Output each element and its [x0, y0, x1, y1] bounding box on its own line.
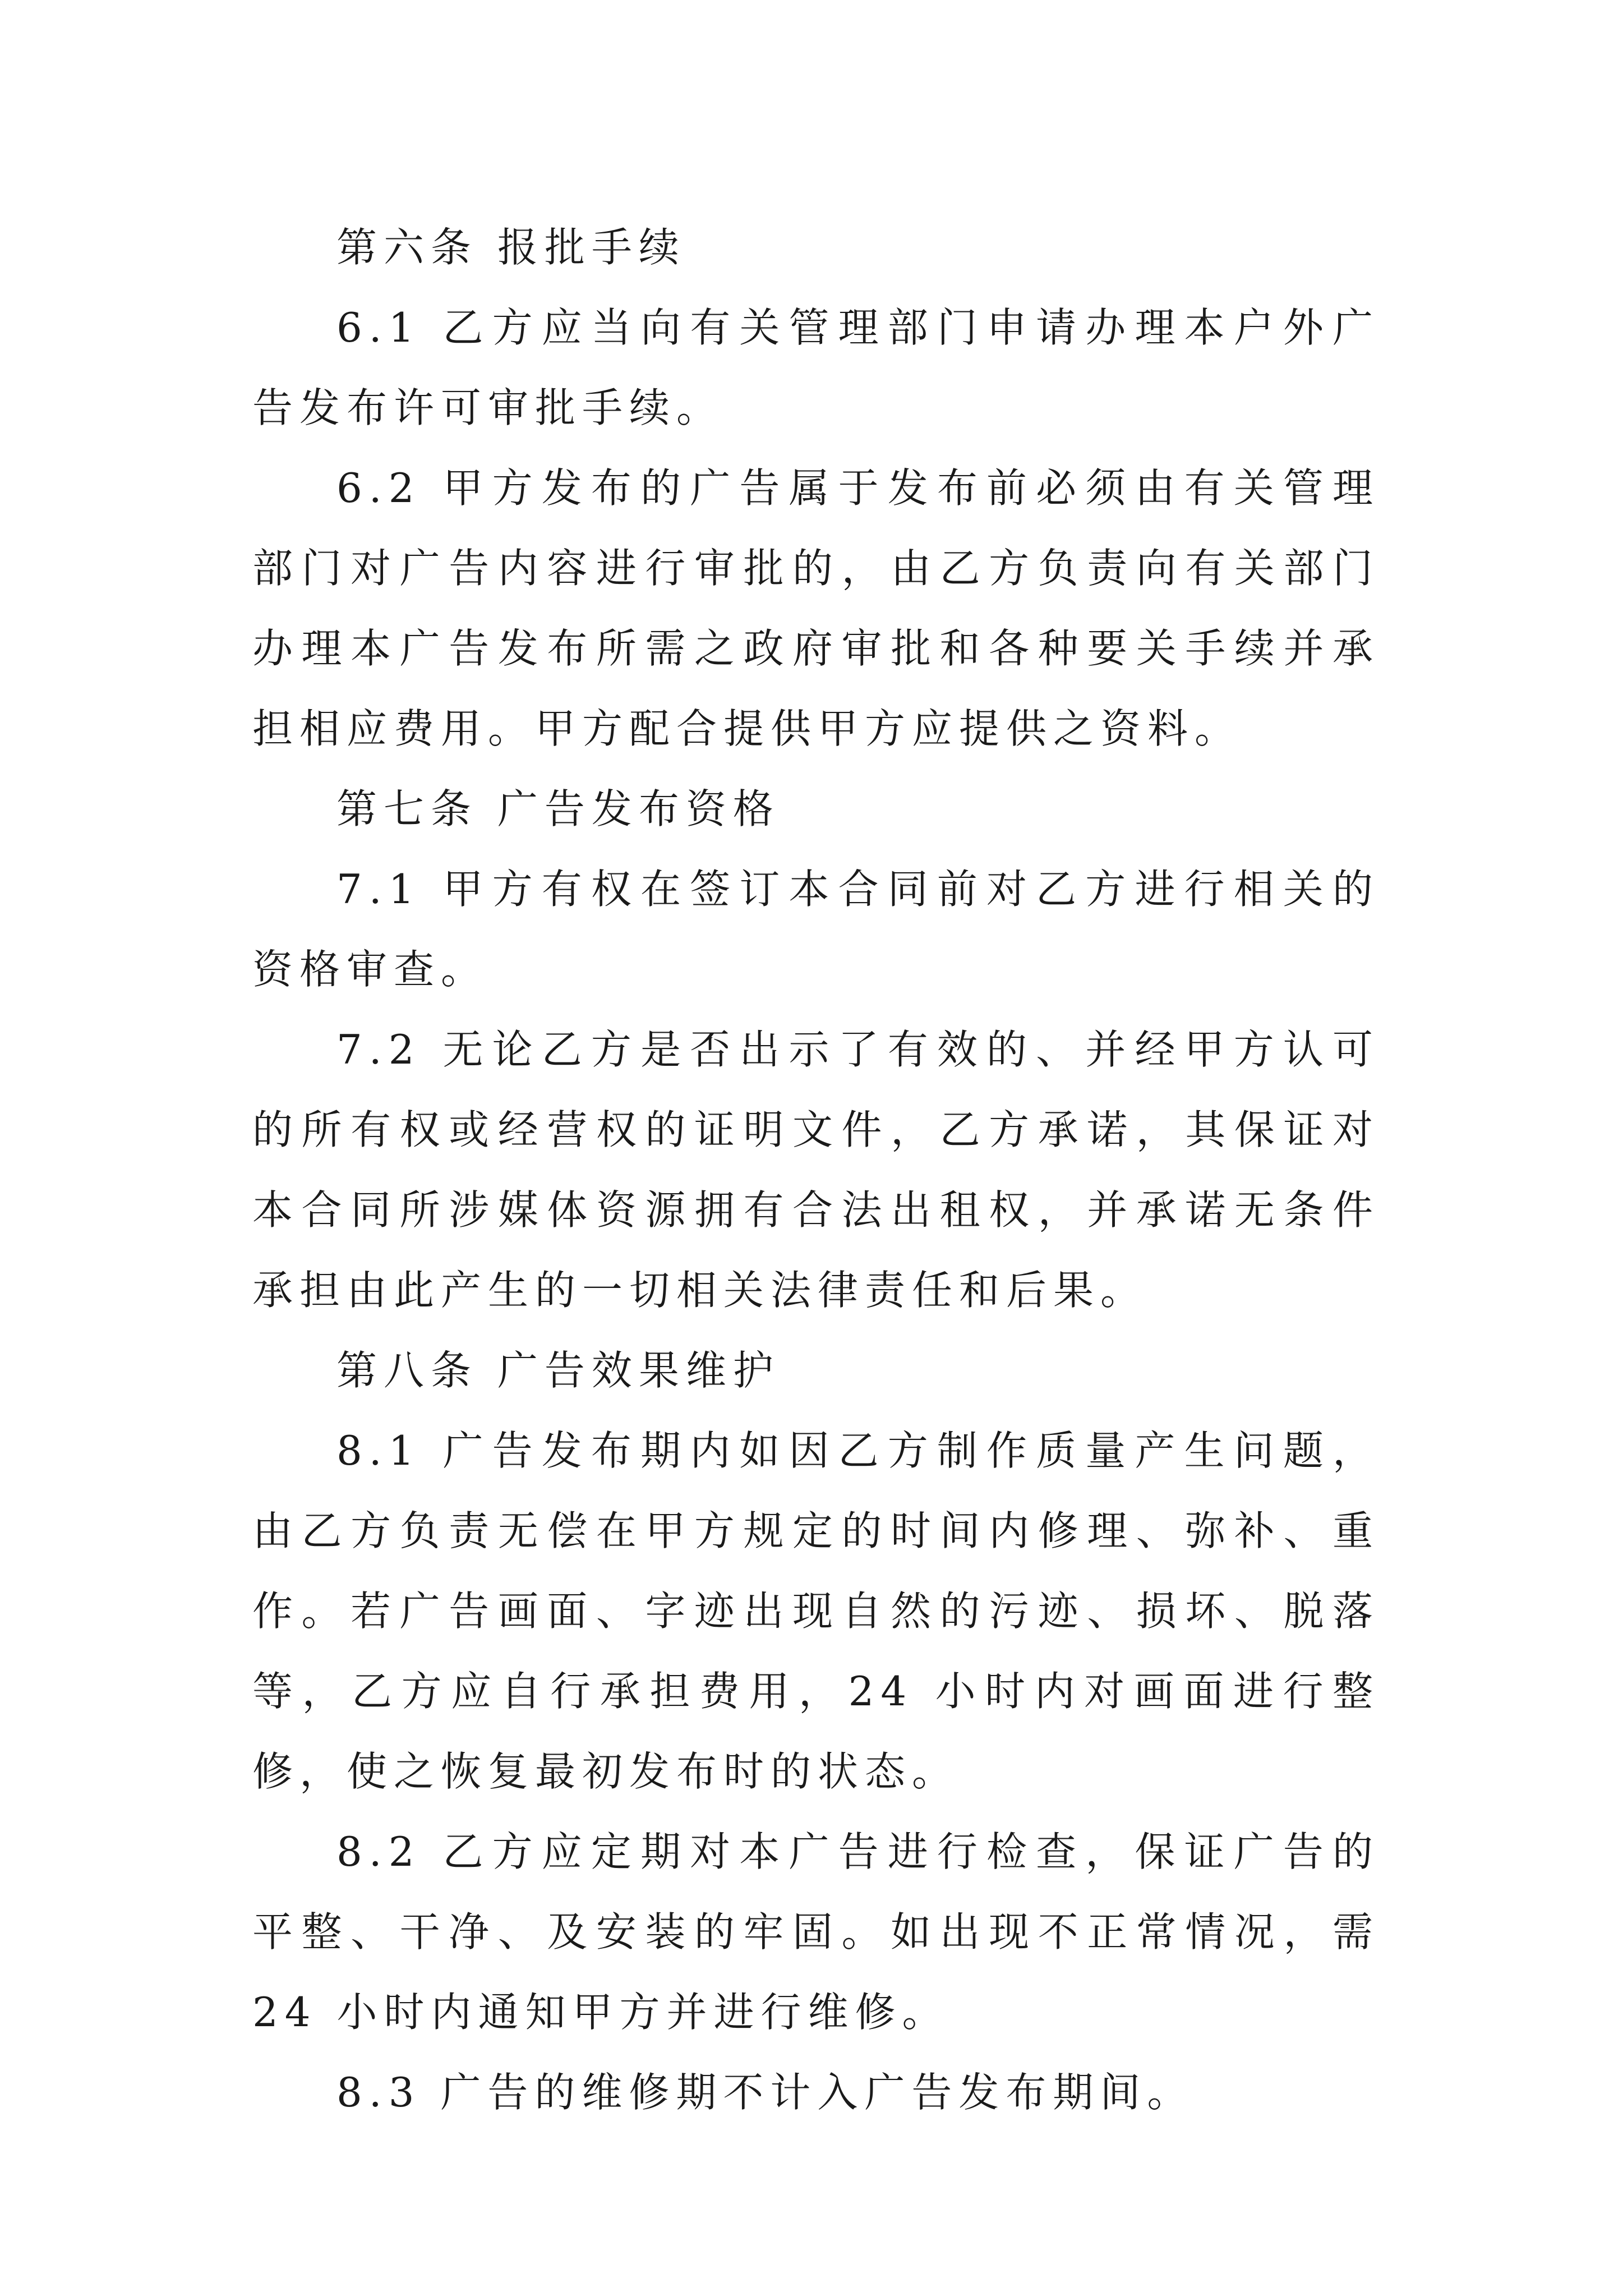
clause-8-2: 8.2 乙方应定期对本广告进行检查，保证广告的平整、干净、及安装的牢固。如出现不正常情况，需 24 小时内通知甲方并进行维修。 [252, 1828, 1380, 2036]
clause-8-3: 8.3 广告的维修期不计入广告发布期间。 [336, 2069, 1195, 2116]
clause-6-1: 6.1 乙方应当向有关管理部门申请办理本户外广告发布许可审批手续。 [252, 304, 1380, 431]
heading-article-7: 第七条 广告发布资格 [336, 785, 780, 832]
clause-8-1: 8.1 广告发布期内如因乙方制作质量产生问题，由乙方负责无偿在甲方规定的时间内修理、弥补、重作。若广告画面、字迹出现自然的污迹、损坏、脱落等，乙方应自行承担费用，24 小时内对画面进行整修，使之恢复最初发布时的状态。 [252, 1427, 1380, 1795]
heading-article-6: 第六条 报批手续 [336, 224, 686, 271]
clause-6-2: 6.2 甲方发布的广告属于发布前必须由有关管理部门对广告内容进行审批的，由乙方负责向有关部门办理本广告发布所需之政府审批和各种要关手续并承担相应费用。甲方配合提供甲方应提供之资料。 [252, 464, 1380, 752]
clause-7-2: 7.2 无论乙方是否出示了有效的、并经甲方认可的所有权或经营权的证明文件，乙方承诺，其保证对本合同所涉媒体资源拥有合法出租权，并承诺无条件承担由此产生的一切相关法律责任和后果。 [252, 1026, 1380, 1314]
document-body [252, 208, 1380, 2133]
clause-7-1: 7.1 甲方有权在签订本合同前对乙方进行相关的资格审查。 [252, 866, 1380, 993]
heading-article-8: 第八条 广告效果维护 [336, 1347, 780, 1394]
